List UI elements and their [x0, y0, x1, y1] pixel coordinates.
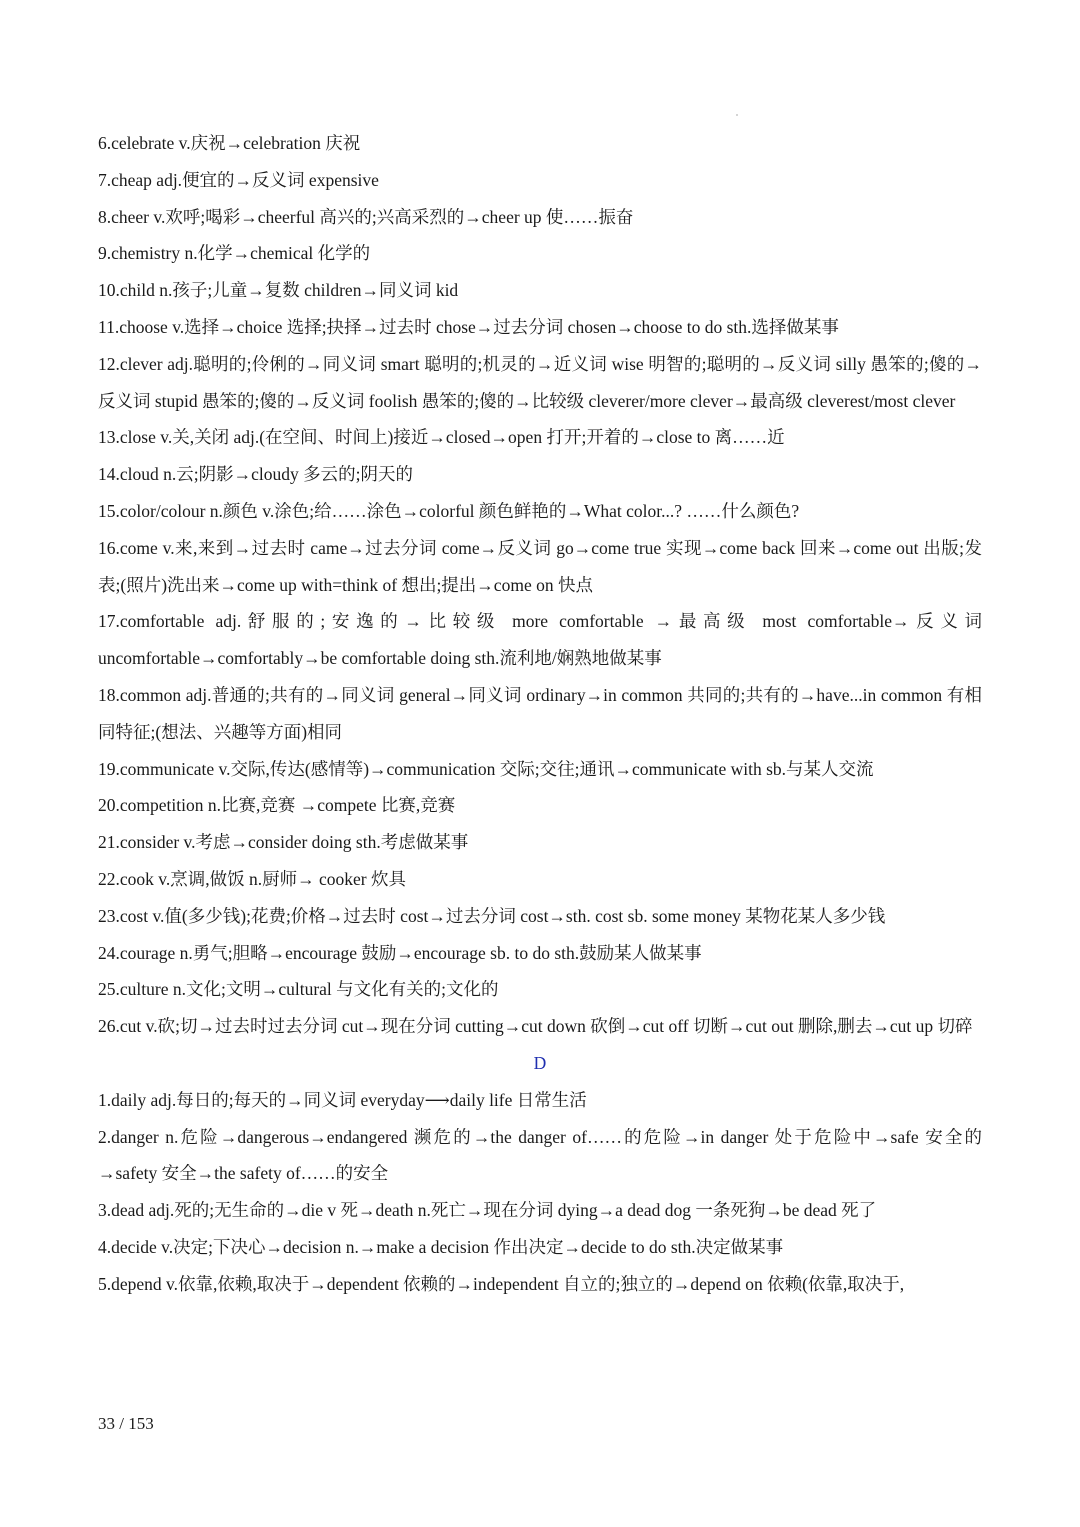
entry-chemistry: 9.chemistry n.化学→chemical 化学的 [98, 243, 371, 264]
entry-come: 16.come v.来,来到→过去时 came→过去分词 come→反义词 go→come true 实现→come back 回来→come out 出版;发表;(照片)洗出来→come up with=think of 想出;提出→come on 快点 [98, 537, 982, 595]
entry-child: 10.child n.孩子;儿童→复数 children→同义词 kid [98, 280, 459, 301]
entry-courage: 24.courage n.勇气;胆略→encourage 鼓励→encourage sb. to do sth.鼓励某人做某事 [98, 942, 702, 963]
entry-communicate: 19.communicate v.交际,传达(感情等)→communication 交际;交往;通讯→communicate with sb.与某人交流 [98, 758, 874, 779]
entry-cut: 26.cut v.砍;切→过去时过去分词 cut→现在分词 cutting→cut down 砍倒→cut off 切断→cut out 删除,删去→cut up 切碎 [98, 1016, 973, 1037]
entry-cheap: 7.cheap adj.便宜的→反义词 expensive [98, 169, 379, 190]
entry-cloud: 14.cloud n.云;阴影→cloudy 多云的;阴天的 [98, 464, 413, 485]
entry-culture: 25.culture n.文化;文明→cultural 与文化有关的;文化的 [98, 979, 499, 1000]
entry-color: 15.color/colour n.颜色 v.涂色;给……涂色→colorful 颜色鲜艳的→What color...? ……什么颜色? [98, 500, 800, 521]
entry-clever: 12.clever adj.聪明的;伶俐的→同义词 smart 聪明的;机灵的→近义词 wise 明智的;聪明的→反义词 silly 愚笨的;傻的→反义词 stupid 愚笨的;傻的→反义词 foolish 愚笨的;傻的→比较级 cleverer/more clever→最高级 cleverest/most clever [98, 353, 982, 411]
entry-comfortable: 17.comfortable adj.舒服的;安逸的→比较级 more comfortable →最高级 most comfortable→反义词 uncomfortable→comfortably→be comfortable doing sth.流利地/娴熟地做某事 [98, 611, 982, 669]
entry-common: 18.common adj.普通的;共有的→同义词 general→同义词 ordinary→in common 共同的;共有的→have...in common 有相同特征;(想法、兴趣等方面)相同 [98, 684, 982, 742]
entry-cheer: 8.cheer v.欢呼;喝彩→cheerful 高兴的;兴高采烈的→cheer up 使……振奋 [98, 206, 634, 227]
entry-decide: 4.decide v.决定;下决心→decision n.→make a decision 作出决定→decide to do sth.决定做某事 [98, 1236, 784, 1257]
entry-competition: 20.competition n.比赛,竞赛 →compete 比赛,竞赛 [98, 795, 456, 816]
entry-close: 13.close v.关,关闭 adj.(在空间、时间上)接近→closed→open 打开;开着的→close to 离……近 [98, 427, 785, 448]
entry-consider: 21.consider v.考虑→consider doing sth.考虑做某事 [98, 832, 469, 853]
entry-celebrate: 6.celebrate v.庆祝→celebration 庆祝 [98, 133, 361, 153]
entry-depend: 5.depend v.依靠,依赖,取决于→dependent 依赖的→independent 自立的;独立的→depend on 依赖(依靠,取决于, [98, 1273, 905, 1294]
vocabulary-list [98, 125, 982, 1303]
entry-choose: 11.choose v.选择→choice 选择;抉择→过去时 chose→过去分词 chosen→choose to do sth.选择做某事 [98, 316, 839, 337]
section-heading-d: D [533, 1052, 547, 1073]
entry-cook: 22.cook v.烹调,做饭 n.厨师→ cooker 炊具 [98, 868, 406, 889]
entry-dead: 3.dead adj.死的;无生命的→die v 死→death n.死亡→现在分词 dying→a dead dog 一条死狗→be dead 死了 [98, 1200, 877, 1221]
entry-danger: 2.danger n.危险→dangerous→endangered 濒危的→the danger of……的危险→in danger 处于危险中→safe 安全的→safety 安全→the safety of……的安全 [98, 1126, 982, 1184]
entry-daily: 1.daily adj.每日的;每天的→同义词 everyday⟶daily life 日常生活 [98, 1089, 587, 1110]
entry-cost: 23.cost v.值(多少钱);花费;价格→过去时 cost→过去分词 cost→sth. cost sb. some money 某物花某人多少钱 [98, 905, 886, 926]
scan-speck [736, 114, 738, 116]
page-number: 33 / 153 [98, 1414, 154, 1433]
